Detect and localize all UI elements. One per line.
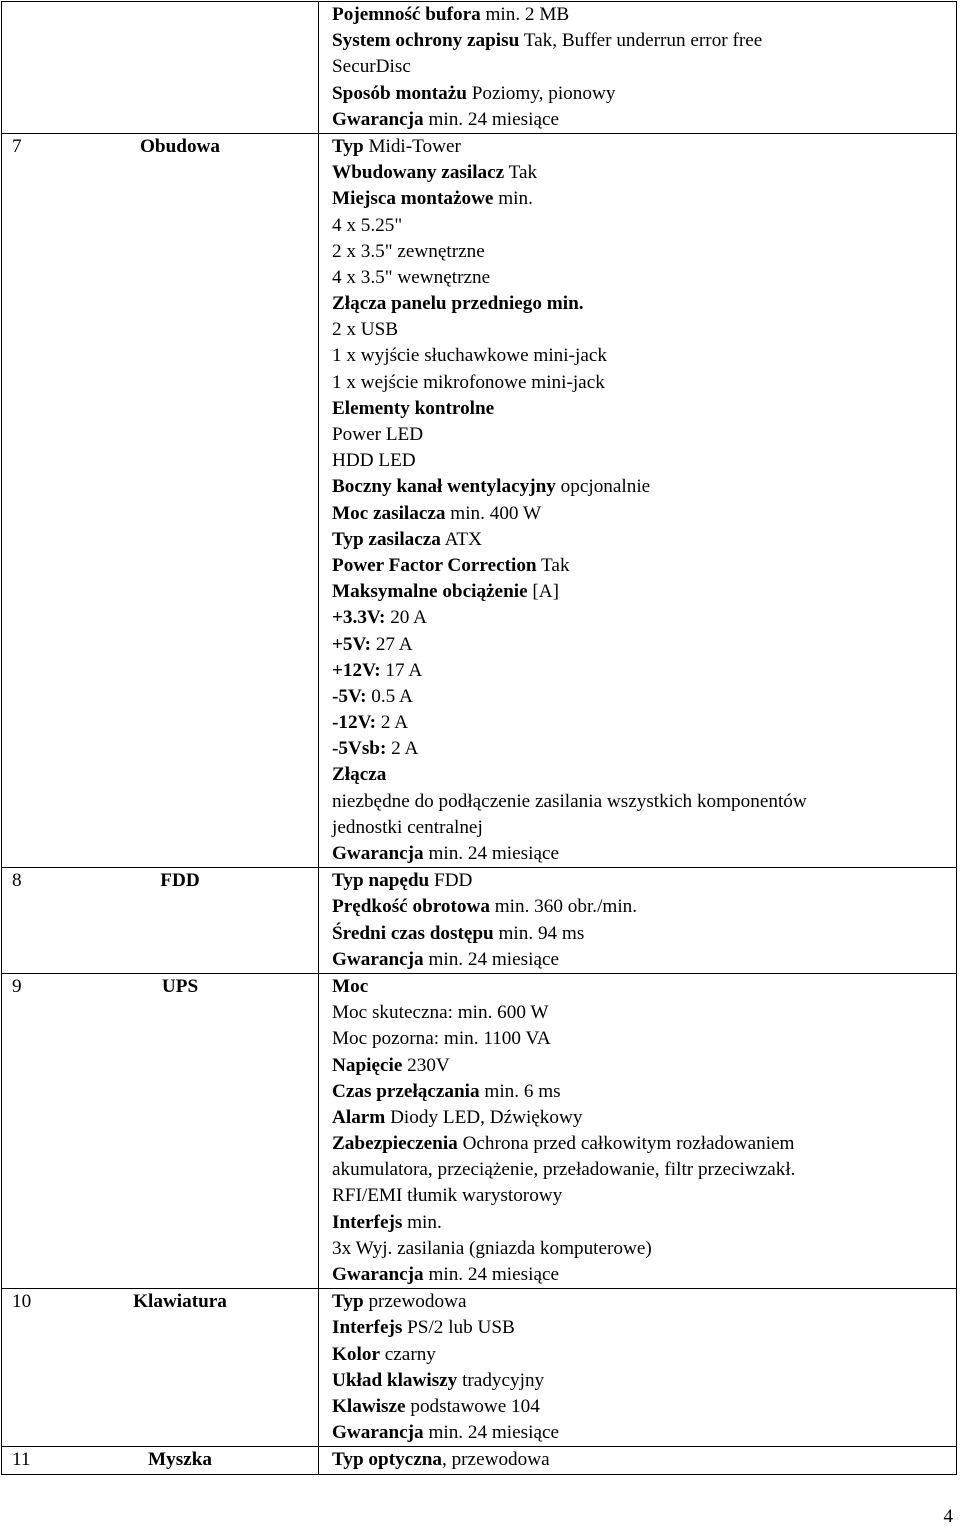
spec-line — [332, 815, 956, 841]
spec-value: 2 A — [386, 738, 419, 760]
spec-line — [332, 921, 956, 947]
spec-line — [332, 527, 956, 553]
spec-value: Ochrona przed całkowitym rozładowaniem — [457, 1133, 795, 1155]
spec-label: Boczny kanał wentylacyjny — [332, 476, 556, 498]
spec-row — [2, 133, 957, 867]
spec-line — [332, 81, 956, 107]
spec-label: Wbudowany zasilacz — [332, 162, 505, 184]
spec-value: min. 400 W — [445, 502, 542, 524]
spec-line — [332, 474, 956, 500]
spec-line — [332, 448, 956, 474]
spec-value: Midi-Tower — [363, 135, 461, 157]
spec-value: podstawowe 104 — [405, 1395, 540, 1417]
category-name: FDD — [160, 870, 200, 892]
category-header — [2, 868, 318, 894]
spec-value: 3x Wyj. zasilania (gniazda komputerowe) — [332, 1237, 652, 1259]
spec-line — [332, 1105, 956, 1131]
spec-value: 0.5 A — [366, 685, 413, 707]
spec-line — [332, 1183, 956, 1209]
category-cell — [2, 2, 319, 134]
spec-label: Gwarancja — [332, 843, 424, 864]
spec-line — [332, 28, 956, 54]
category-header — [2, 2, 318, 28]
spec-line — [332, 894, 956, 920]
spec-value: Poziomy, pionowy — [466, 82, 616, 104]
spec-label: -12V: — [332, 712, 377, 734]
row-number: 10 — [12, 1291, 32, 1313]
spec-line — [332, 1131, 956, 1157]
spec-label: Sposób montażu — [332, 82, 467, 104]
spec-value: czarny — [379, 1343, 436, 1365]
spec-label: Prędkość obrotowa — [332, 896, 490, 918]
spec-line — [332, 265, 956, 291]
spec-value: tradycyjny — [457, 1369, 545, 1391]
spec-value: 17 A — [380, 659, 423, 681]
spec-line — [332, 317, 956, 343]
spec-line — [332, 186, 956, 212]
spec-value: , przewodowa — [441, 1449, 550, 1471]
spec-label: Typ — [332, 1291, 364, 1313]
spec-value: 20 A — [385, 607, 427, 629]
spec-line — [332, 134, 956, 160]
spec-line — [332, 1368, 956, 1394]
spec-label: Typ optyczna — [332, 1449, 442, 1471]
spec-value: Tak, Buffer underrun error free — [519, 30, 763, 52]
spec-value: min. 24 miesiące — [423, 1264, 559, 1285]
category-name: UPS — [161, 975, 199, 997]
spec-value: min. 6 ms — [479, 1080, 561, 1102]
spec-row — [2, 1289, 957, 1447]
spec-line — [332, 868, 956, 894]
spec-line — [332, 1053, 956, 1079]
spec-line — [332, 396, 956, 422]
spec-value: Tak — [504, 162, 538, 184]
spec-label: Typ — [332, 135, 364, 157]
spec-cell — [319, 1289, 957, 1447]
spec-line — [332, 1236, 956, 1262]
spec-line — [332, 422, 956, 448]
spec-line — [332, 736, 956, 762]
spec-line — [332, 107, 956, 133]
spec-label: Zabezpieczenia — [332, 1133, 458, 1155]
spec-value: 2 x 3.5" zewnętrzne — [332, 240, 485, 262]
row-number: 11 — [12, 1449, 31, 1471]
spec-value: [A] — [527, 581, 560, 603]
spec-value: min. 360 obr./min. — [489, 896, 638, 918]
spec-row — [2, 2, 957, 134]
spec-value: 1 x wejście mikrofonowe mini-jack — [332, 371, 605, 393]
spec-value: ATX — [440, 528, 482, 550]
spec-line — [332, 1289, 956, 1315]
category-header — [2, 974, 318, 1000]
spec-line — [332, 710, 956, 736]
spec-value: Moc pozorna: min. 1100 VA — [332, 1028, 551, 1050]
spec-label: -5V: — [332, 685, 367, 707]
spec-line — [332, 1315, 956, 1341]
spec-label: Maksymalne obciążenie — [332, 581, 528, 603]
spec-label: Gwarancja — [332, 1264, 424, 1285]
spec-line — [332, 160, 956, 186]
spec-value: 1 x wyjście słuchawkowe mini-jack — [332, 345, 607, 367]
spec-table-body — [2, 2, 957, 1475]
spec-line — [332, 1420, 956, 1446]
spec-value: FDD — [429, 870, 473, 892]
spec-label: Interfejs — [332, 1317, 403, 1339]
spec-line — [332, 54, 956, 80]
spec-cell — [319, 973, 957, 1288]
spec-cell — [319, 1447, 957, 1474]
spec-cell — [319, 2, 957, 134]
spec-label: Alarm — [332, 1106, 386, 1128]
spec-line — [332, 841, 956, 867]
spec-value: opcjonalnie — [555, 476, 651, 498]
spec-line — [332, 947, 956, 973]
spec-row — [2, 973, 957, 1288]
spec-label: Kolor — [332, 1343, 380, 1365]
spec-value: 27 A — [371, 633, 413, 655]
spec-line — [332, 1262, 956, 1288]
category-name: Myszka — [148, 1449, 212, 1471]
spec-label: Czas przełączania — [332, 1080, 480, 1102]
spec-label: Złącza — [332, 764, 387, 786]
spec-value: HDD LED — [332, 450, 416, 472]
spec-value: min. — [402, 1211, 442, 1233]
spec-line — [332, 213, 956, 239]
spec-line — [332, 1394, 956, 1420]
spec-label: Złącza panelu przedniego min. — [332, 293, 584, 315]
spec-label: Pojemność bufora — [332, 4, 481, 25]
spec-label: Gwarancja — [332, 108, 424, 130]
spec-label: System ochrony zapisu — [332, 30, 520, 52]
spec-line — [332, 501, 956, 527]
spec-value: min. 24 miesiące — [423, 843, 559, 864]
spec-value: Moc skuteczna: min. 600 W — [332, 1002, 549, 1024]
spec-label: Typ napędu — [332, 870, 430, 892]
spec-value: 4 x 3.5" wewnętrzne — [332, 266, 491, 288]
row-number: 9 — [12, 975, 22, 997]
spec-line — [332, 579, 956, 605]
spec-line — [332, 553, 956, 579]
spec-line — [332, 343, 956, 369]
spec-label: Moc — [332, 975, 369, 997]
spec-label: -5Vsb: — [332, 738, 387, 760]
spec-line — [332, 370, 956, 396]
spec-value: PS/2 lub USB — [402, 1317, 515, 1339]
category-header — [2, 1447, 318, 1473]
category-cell — [2, 133, 319, 867]
spec-value: 2 x USB — [332, 319, 399, 341]
category-cell — [2, 1447, 319, 1474]
spec-value: jednostki centralnej — [332, 816, 483, 838]
category-cell — [2, 1289, 319, 1447]
spec-value: min. 94 ms — [493, 922, 585, 944]
spec-line — [332, 1157, 956, 1183]
spec-line — [332, 789, 956, 815]
category-cell — [2, 973, 319, 1288]
spec-label: +12V: — [332, 659, 381, 681]
spec-line — [332, 1000, 956, 1026]
spec-value: niezbędne do podłączenie zasilania wszystkich komponentów — [332, 790, 807, 812]
spec-value: min. 24 miesiące — [423, 948, 559, 970]
spec-line — [332, 1447, 956, 1473]
page-number: 4 — [943, 1506, 953, 1527]
spec-label: Napięcie — [332, 1054, 403, 1076]
spec-value: RFI/EMI tłumik warystorowy — [332, 1185, 563, 1207]
row-number: 7 — [12, 135, 22, 157]
spec-label: +5V: — [332, 633, 372, 655]
spec-line — [332, 2, 956, 28]
spec-label: Typ zasilacza — [332, 528, 441, 550]
spec-label: Klawisze — [332, 1395, 406, 1417]
spec-table — [1, 1, 957, 1475]
spec-line — [332, 239, 956, 265]
row-number: 8 — [12, 870, 22, 892]
category-name: Klawiatura — [133, 1291, 227, 1313]
spec-line — [332, 1026, 956, 1052]
spec-value: SecurDisc — [332, 56, 411, 78]
spec-value: akumulatora, przeciążenie, przeładowanie, filtr przeciwzakł. — [332, 1159, 796, 1181]
spec-label: Gwarancja — [332, 948, 424, 970]
category-cell — [2, 868, 319, 974]
spec-label: Gwarancja — [332, 1422, 424, 1444]
spec-label: Miejsca montażowe — [332, 188, 494, 210]
spec-label: Układ klawiszy — [332, 1369, 458, 1391]
spec-value: przewodowa — [363, 1291, 467, 1313]
spec-value: min. 24 miesiące — [423, 1422, 559, 1444]
category-name: Obudowa — [140, 135, 220, 157]
spec-value: min. 24 miesiące — [423, 108, 559, 130]
spec-value: Power LED — [332, 424, 424, 445]
spec-row — [2, 868, 957, 974]
spec-line — [332, 1210, 956, 1236]
spec-value: Diody LED, Dźwiękowy — [385, 1106, 583, 1128]
spec-label: Elementy kontrolne — [332, 397, 495, 419]
spec-label: Średni czas dostępu — [332, 922, 494, 944]
spec-value: Tak — [536, 554, 570, 576]
spec-label: Interfejs — [332, 1211, 403, 1233]
spec-row — [2, 1447, 957, 1474]
spec-line — [332, 762, 956, 788]
spec-line — [332, 974, 956, 1000]
spec-line — [332, 684, 956, 710]
spec-line — [332, 291, 956, 317]
spec-value: 2 A — [376, 712, 409, 734]
spec-value: 230V — [402, 1054, 450, 1076]
spec-value: min. 2 MB — [480, 4, 570, 25]
spec-line — [332, 605, 956, 631]
spec-cell — [319, 133, 957, 867]
category-header — [2, 1289, 318, 1315]
spec-label: Power Factor Correction — [332, 554, 537, 576]
spec-value: min. — [493, 188, 533, 210]
spec-value: 4 x 5.25" — [332, 214, 403, 236]
spec-line — [332, 1079, 956, 1105]
spec-label: Moc zasilacza — [332, 502, 446, 524]
category-header — [2, 134, 318, 160]
spec-cell — [319, 868, 957, 974]
spec-line — [332, 658, 956, 684]
spec-line — [332, 1342, 956, 1368]
spec-label: +3.3V: — [332, 607, 386, 629]
spec-line — [332, 632, 956, 658]
